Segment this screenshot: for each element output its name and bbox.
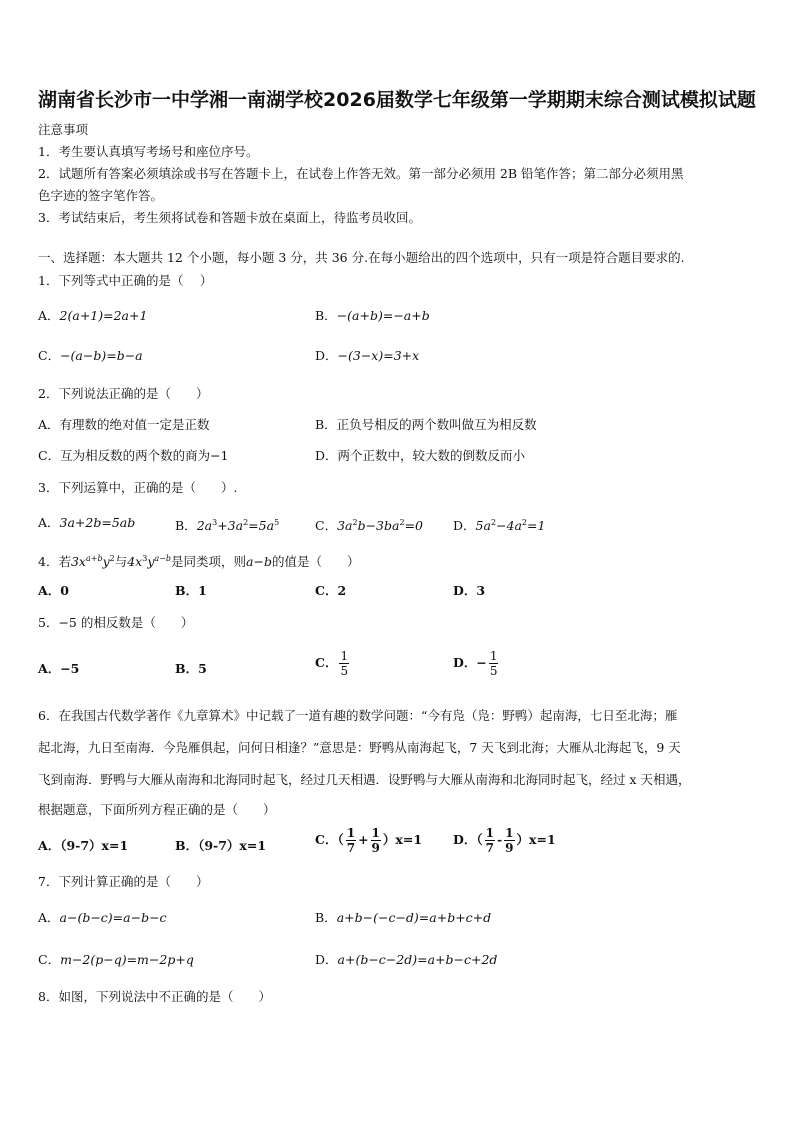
numerator: 1	[505, 826, 514, 840]
numerator: 1	[340, 649, 349, 663]
question-7-option-d	[315, 952, 497, 968]
option-label: B．	[175, 518, 197, 534]
denominator: 9	[371, 841, 380, 855]
option-label: C．（	[315, 832, 344, 847]
math-expression: m−2(p−q)=m−2p+q	[60, 952, 194, 967]
question-4-option-c: C．2	[315, 583, 347, 598]
option-label: D．	[315, 952, 338, 967]
option-label: A．	[38, 910, 60, 925]
question-6-option-a: A．（9-7）x=1	[38, 838, 129, 853]
option-label: B．	[315, 308, 337, 323]
option-label: D．−	[453, 655, 487, 670]
math-term: 2a	[196, 518, 213, 534]
question-6-option-b: B．（9-7）x=1	[175, 838, 267, 853]
question-4-option-b: B．1	[175, 583, 207, 598]
page-title: 湖南省长沙市一中学湘一南湖学校2026届数学七年级第一学期期末综合测试模拟试题	[38, 89, 756, 111]
option-tail: ）x=1	[382, 832, 423, 847]
question-4-stem	[38, 551, 359, 570]
notice-item-2-cont: 色字迹的签字笔作答。	[38, 188, 164, 203]
question-6-line-1: 6．在我国古代数学著作《九章算术》中记载了一道有趣的数学问题：“今有凫（凫：野鸭）起南海，七日至北海；雁	[38, 708, 678, 723]
math-expression: −(3−x)=3+x	[337, 348, 420, 363]
option-label: D．	[453, 518, 476, 534]
question-1-option-c	[38, 348, 143, 364]
math-term: =0	[404, 518, 423, 534]
stem-text: 是同类项，则	[171, 554, 247, 570]
question-3-option-a	[38, 515, 135, 531]
notice-heading: 注意事项	[38, 122, 89, 137]
math-term: =1	[527, 518, 546, 534]
option-label: C．	[38, 348, 61, 363]
question-6-line-2: 起北海，九日至南海．今凫雁俱起，问何日相逢？”意思是：野鸭从南海起飞，7 天飞到北海；大雁从北海起飞，9 天	[38, 740, 681, 755]
stem-text: 4．若	[38, 554, 71, 570]
question-6-option-c	[315, 826, 422, 855]
math-expression: −(a−b)=b−a	[60, 348, 143, 363]
math-expression: a+b−(−c−d)=a+b+c+d	[336, 910, 492, 925]
math-term: +3a	[217, 518, 244, 534]
denominator: 5	[340, 664, 349, 678]
question-3-option-c: C．$3a^2b-3ba^2=0$	[315, 518, 423, 534]
math-term: y	[102, 554, 110, 570]
math-term: 4x	[127, 554, 143, 570]
question-2-stem: 2．下列说法正确的是（ ）	[38, 386, 209, 401]
question-6-line-3: 飞到南海．野鸭与大雁从南海和北海同时起飞，经过几天相遇．设野鸭与大雁从南海和北海同时起飞，经过 x 天相遇，	[38, 772, 691, 787]
notice-item-3: 3．考试结束后，考生须将试卷和答题卡放在桌面上，待监考员收回。	[38, 210, 421, 225]
fraction	[339, 649, 349, 678]
question-2-option-d: D．两个正数中，较大数的倒数反而小	[315, 448, 526, 463]
question-3-option-b: B．$2a^3+3a^2=5a^5$	[175, 518, 280, 534]
math-exponent: a−b	[154, 554, 171, 563]
question-2-option-b: B．正负号相反的两个数叫做互为相反数	[315, 417, 537, 432]
numerator: 1	[489, 649, 498, 663]
question-5-option-a: A．−5	[38, 661, 80, 676]
math-term: −4a	[496, 518, 522, 534]
question-6-option-d	[453, 826, 556, 855]
denominator: 7	[485, 841, 494, 855]
notice-item-2: 2．试题所有答案必须填涂或书写在答题卡上，在试卷上作答无效。第一部分必须用 2B 铅笔作答；第二部分必须用黑	[38, 166, 684, 181]
section-heading: 一、选择题：本大题共 12 个小题，每小题 3 分，共 36 分.在每小题给出的四个选项中，只有一项是符合题目要求的.	[38, 250, 685, 265]
fraction	[346, 826, 356, 855]
fraction	[371, 826, 381, 855]
question-4-option-a: A．0	[38, 583, 69, 598]
math-expression: 2(a+1)=2a+1	[59, 308, 148, 323]
fraction	[489, 649, 499, 678]
denominator: 9	[505, 841, 514, 855]
question-8-stem: 8．如图，下列说法中不正确的是（ ）	[38, 989, 271, 1004]
option-label: A．	[38, 308, 60, 323]
option-label: A．	[38, 515, 60, 530]
question-5-option-d	[453, 649, 500, 678]
question-1-option-d	[315, 348, 419, 364]
stem-text: 的值是（ ）	[271, 554, 360, 570]
question-6-line-4: 根据题意，下面所列方程正确的是（ ）	[38, 802, 276, 817]
math-exponent: 3	[142, 554, 148, 563]
math-term: y	[147, 554, 155, 570]
notice-item-1: 1．考生要认真填写考场号和座位序号。	[38, 144, 259, 159]
question-2-option-a: A．有理数的绝对值一定是正数	[38, 417, 210, 432]
option-label: C．	[315, 518, 338, 534]
option-label: D．	[315, 348, 338, 363]
math-expression: a−(b−c)=a−b−c	[59, 910, 167, 925]
question-5-option-c	[315, 649, 351, 678]
math-term: a−b	[246, 554, 272, 570]
math-term: b−3ba	[357, 518, 400, 534]
question-4-option-d: D．3	[453, 583, 486, 598]
math-expression: a+(b−c−2d)=a+b−c+2d	[337, 952, 498, 967]
question-2-option-c: C．互为相反数的两个数的商为−1	[38, 448, 229, 463]
math-exponent: 2	[109, 554, 115, 563]
denominator: 5	[489, 664, 498, 678]
numerator: 1	[485, 826, 494, 840]
math-exponent: a+b	[85, 554, 103, 563]
numerator: 1	[371, 826, 380, 840]
option-label: D．（	[453, 832, 483, 847]
question-1-option-a	[38, 308, 147, 324]
question-7-option-c	[38, 952, 194, 968]
fraction	[504, 826, 514, 855]
question-7-option-b	[315, 910, 491, 926]
question-3-stem: 3．下列运算中，正确的是（ ）.	[38, 480, 238, 495]
math-expression: 3a+2b=5ab	[59, 515, 136, 530]
math-term: 3x	[70, 554, 86, 570]
option-label: B．	[315, 910, 337, 925]
operator: -	[496, 832, 503, 847]
denominator: 7	[346, 841, 356, 855]
option-label: C．	[38, 952, 61, 967]
stem-text: 与	[114, 554, 128, 570]
numerator: 1	[346, 826, 356, 840]
question-1-option-b	[315, 308, 430, 324]
math-term: 5a	[475, 518, 491, 534]
math-expression: −(a+b)=−a+b	[336, 308, 430, 323]
question-3-option-d: D．$5a^2-4a^2=1$	[453, 518, 546, 534]
math-term: =5a	[248, 518, 275, 534]
question-7-option-a	[38, 910, 167, 926]
math-term: 3a	[337, 518, 353, 534]
question-1-stem: 1．下列等式中正确的是（ ）	[38, 273, 213, 288]
fraction	[485, 826, 495, 855]
question-5-option-b: B．5	[175, 661, 207, 676]
option-tail: ）x=1	[516, 832, 556, 847]
question-7-stem: 7．下列计算正确的是（ ）	[38, 874, 209, 889]
option-label: C．	[315, 655, 338, 670]
question-5-stem: 5．−5 的相反数是（ ）	[38, 615, 194, 630]
operator: +	[358, 832, 369, 847]
